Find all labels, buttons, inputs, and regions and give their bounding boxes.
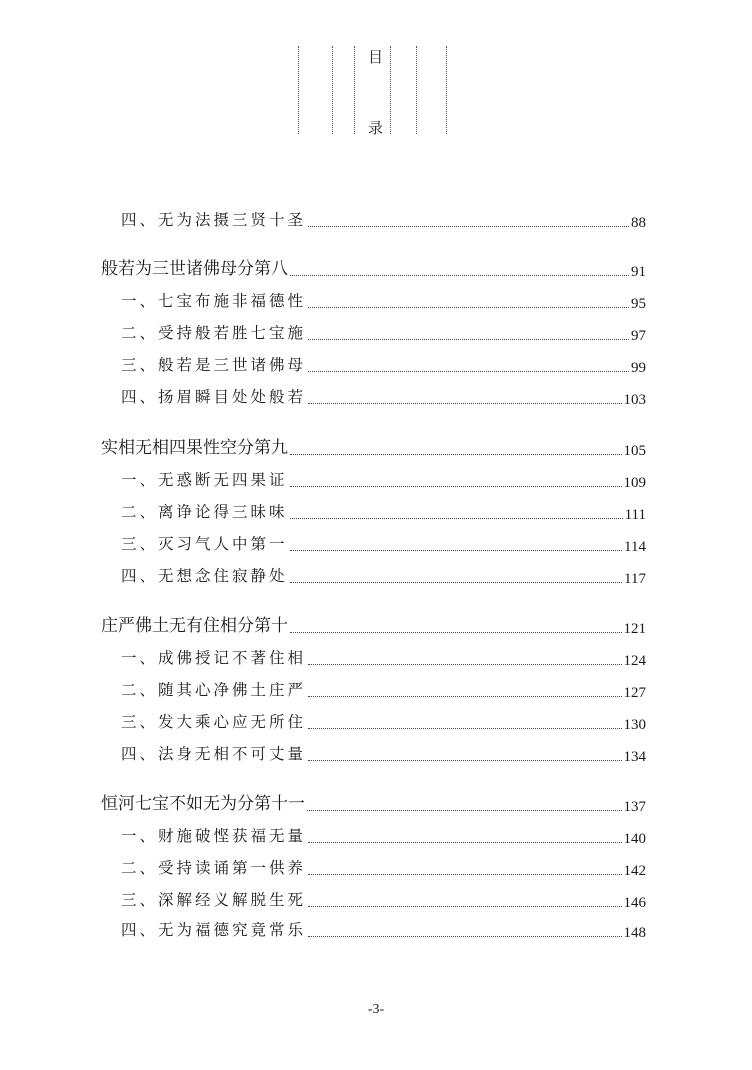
toc-section-row[interactable] (0, 918, 752, 942)
dot-leader (290, 454, 622, 455)
dot-leader (307, 810, 622, 811)
toc-entry-title: 二、受持般若胜七宝施 (121, 324, 307, 342)
dot-leader (290, 275, 629, 276)
toc-section-row[interactable] (0, 824, 752, 848)
dot-leader (308, 760, 621, 761)
dot-leader (290, 582, 623, 583)
dot-leader (290, 632, 622, 633)
toc-chapter-row[interactable] (0, 257, 752, 281)
toc-entry-title: 四、扬眉瞬目处处般若 (121, 388, 307, 406)
toc-section-row[interactable] (0, 353, 752, 377)
toc-page-number: 142 (623, 863, 646, 879)
toc-entry-title: 三、灭习气人中第一 (121, 535, 288, 553)
toc-page-number: 111 (624, 507, 646, 523)
toc-entry-title: 二、受持读诵第一供养 (121, 859, 307, 877)
toc-entry-title: 四、无想念住寂静处 (121, 567, 288, 585)
toc-entry-title: 一、七宝布施非福德性 (121, 292, 307, 310)
toc-page-number: 88 (631, 215, 646, 231)
toc-page-number: 130 (623, 717, 646, 733)
header-dotted-line (298, 46, 299, 134)
toc-entry-title: 三、发大乘心应无所住 (121, 713, 307, 731)
toc-section-row[interactable] (0, 208, 752, 232)
toc-page-number: 114 (624, 539, 646, 555)
dot-leader (308, 728, 621, 729)
toc-page-number: 148 (623, 925, 646, 941)
toc-section-row[interactable] (0, 710, 752, 734)
toc-section-row[interactable] (0, 532, 752, 556)
toc-section-row[interactable] (0, 678, 752, 702)
toc-entry-title: 恒河七宝不如无为分第十一 (101, 794, 305, 814)
toc-section-row[interactable] (0, 856, 752, 880)
toc-section-row[interactable] (0, 742, 752, 766)
dot-leader (290, 518, 623, 519)
toc-entry-title: 庄严佛土无有住相分第十 (101, 616, 288, 636)
toc-section-row[interactable] (0, 646, 752, 670)
header-title-char-1: 目 (368, 48, 384, 66)
dot-leader (308, 339, 629, 340)
toc-page-number: 137 (623, 799, 646, 815)
dot-leader (308, 842, 621, 843)
toc-section-row[interactable] (0, 888, 752, 912)
toc-entry-title: 一、无惑断无四果证 (121, 471, 288, 489)
header-dotted-line (332, 46, 333, 134)
dot-leader (308, 906, 621, 907)
header-dotted-line (354, 46, 355, 134)
toc-page-number: 99 (631, 360, 646, 376)
toc-page-number: 109 (623, 475, 646, 491)
toc-page-number: 134 (623, 749, 646, 765)
toc-page-number: 121 (623, 621, 646, 637)
dot-leader (290, 550, 623, 551)
dot-leader (290, 486, 622, 487)
header-dotted-line (446, 46, 447, 134)
toc-page-number: 117 (624, 571, 646, 587)
toc-section-row[interactable] (0, 321, 752, 345)
toc-entry-title: 四、法身无相不可丈量 (121, 745, 307, 763)
toc-page-number: 105 (623, 443, 646, 459)
dot-leader (308, 226, 629, 227)
toc-entry-title: 三、深解经义解脱生死 (121, 891, 307, 909)
toc-section-row[interactable] (0, 500, 752, 524)
toc-entry-title: 一、成佛授记不著住相 (121, 649, 307, 667)
toc-entry-title: 一、财施破悭获福无量 (121, 827, 307, 845)
header-dotted-line (390, 46, 391, 134)
dot-leader (308, 307, 629, 308)
header-dotted-line (416, 46, 417, 134)
dot-leader (308, 936, 621, 937)
toc-section-row[interactable] (0, 289, 752, 313)
dot-leader (308, 696, 621, 697)
header-title-char-2: 录 (368, 119, 384, 137)
dot-leader (308, 874, 621, 875)
dot-leader (308, 664, 621, 665)
toc-chapter-row[interactable] (0, 792, 752, 816)
toc-section-row[interactable] (0, 564, 752, 588)
toc-page-number: 97 (631, 328, 646, 344)
toc-page-number: 146 (623, 895, 646, 911)
toc-entry-title: 三、般若是三世诸佛母 (121, 356, 307, 374)
toc-entry-title: 般若为三世诸佛母分第八 (101, 259, 288, 279)
toc-page-number: 127 (623, 685, 646, 701)
dot-leader (308, 371, 629, 372)
toc-section-row[interactable] (0, 385, 752, 409)
toc-entry-title: 二、离诤论得三昧味 (121, 503, 288, 521)
toc-chapter-row[interactable] (0, 614, 752, 638)
toc-chapter-row[interactable] (0, 436, 752, 460)
dot-leader (308, 403, 621, 404)
toc-page-number: 124 (623, 653, 646, 669)
toc-page-number: 103 (623, 392, 646, 408)
toc-page-number: 91 (631, 264, 646, 280)
footer-page-number: -3- (367, 1002, 385, 1017)
toc-entry-title: 二、随其心净佛土庄严 (121, 681, 307, 699)
toc-entry-title: 实相无相四果性空分第九 (101, 438, 288, 458)
toc-section-row[interactable] (0, 468, 752, 492)
toc-page-number: 140 (623, 831, 646, 847)
toc-entry-title: 四、无为福德究竟常乐 (121, 921, 307, 939)
toc-page-number: 95 (631, 296, 646, 312)
toc-entry-title: 四、无为法摄三贤十圣 (121, 211, 307, 229)
